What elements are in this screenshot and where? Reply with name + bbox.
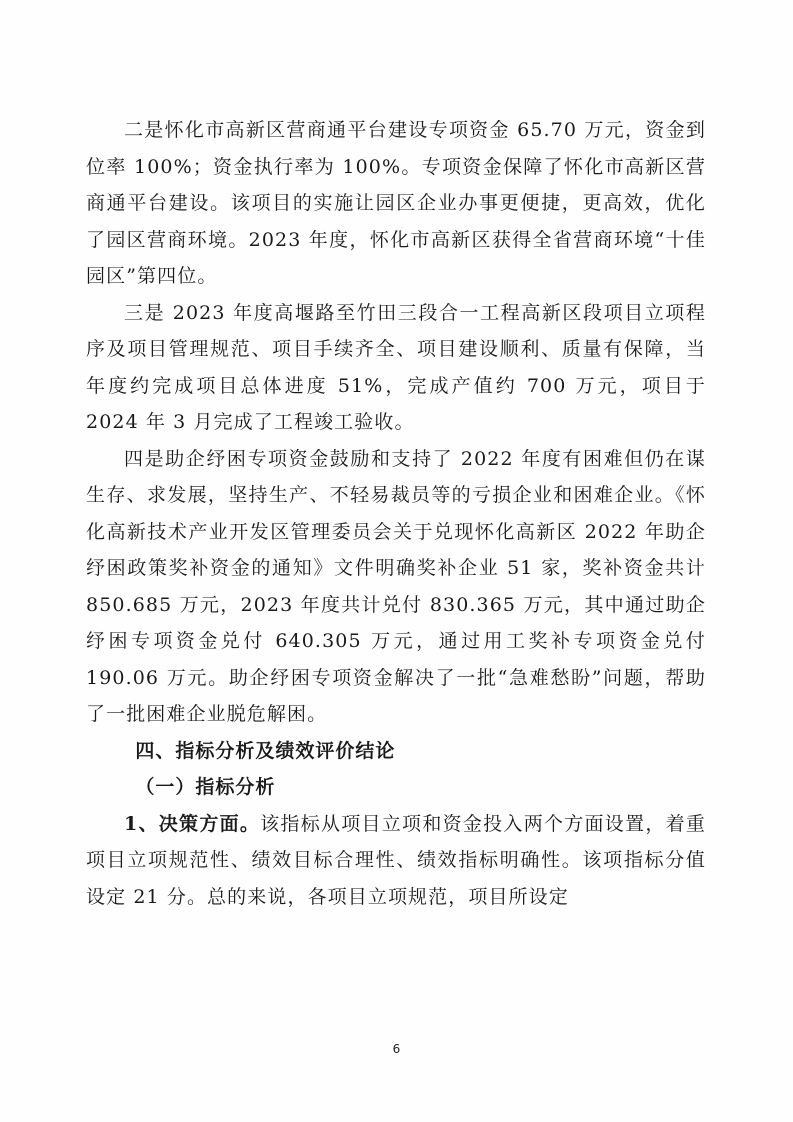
page-number: 6 xyxy=(392,1042,401,1056)
paragraph-lead: 1、决策方面。 xyxy=(124,812,261,835)
page-body xyxy=(86,112,706,915)
paragraph-relief-fund: 四是助企纾困专项资金鼓励和支持了 2022 年度有困难但仍在谋生存、求发展，坚持生产、不轻易裁员等的亏损企业和困难企业。《怀化高新技术产业开发区管理委员会关于兑现怀化高新区 2022 年助企纾困政策奖补资金的通知》文件明确奖补企业 51 家，奖补资金共计 850.685 万元，2023 年度共计兑付 830.365 万元，其中通过助企纾困专项资金兑付 640.305 万元，通过用工奖补专项资金兑付 190.06 万元。助企纾困专项资金解决了一批“急难愁盼”问题，帮助了一批困难企业脱危解困。 xyxy=(86,447,706,725)
paragraph-platform-fund: 二是怀化市高新区营商通平台建设专项资金 65.70 万元，资金到位率 100%；资金执行率为 100%。专项资金保障了怀化市高新区营商通平台建设。该项目的实施让园区企业办事更便捷，更高效，优化了园区营商环境。2023 年度，怀化市高新区获得全省营商环境“十佳园区”第四位。 xyxy=(86,119,706,287)
section-heading: 四、指标分析及绩效评价结论 xyxy=(135,739,396,762)
paragraph-road-project: 三是 2023 年度高堰路至竹田三段合一工程高新区段项目立项程序及项目管理规范、项目手续齐全、项目建设顺利、质量有保障，当年度约完成项目总体进度 51%，完成产值约 700 万元，项目于 2024 年 3 月完成了工程竣工验收。 xyxy=(86,301,706,433)
paragraph-decision-aspect xyxy=(86,806,706,916)
subsection-heading: （一）指标分析 xyxy=(135,776,276,798)
paragraph-body: 该指标从项目立项和资金投入两个方面设置，着重项目立项规范性、绩效目标合理性、绩效指标明确性。该项指标分值设定 21 分。总的来说，各项目立项规范，项目所设定 xyxy=(86,812,706,908)
